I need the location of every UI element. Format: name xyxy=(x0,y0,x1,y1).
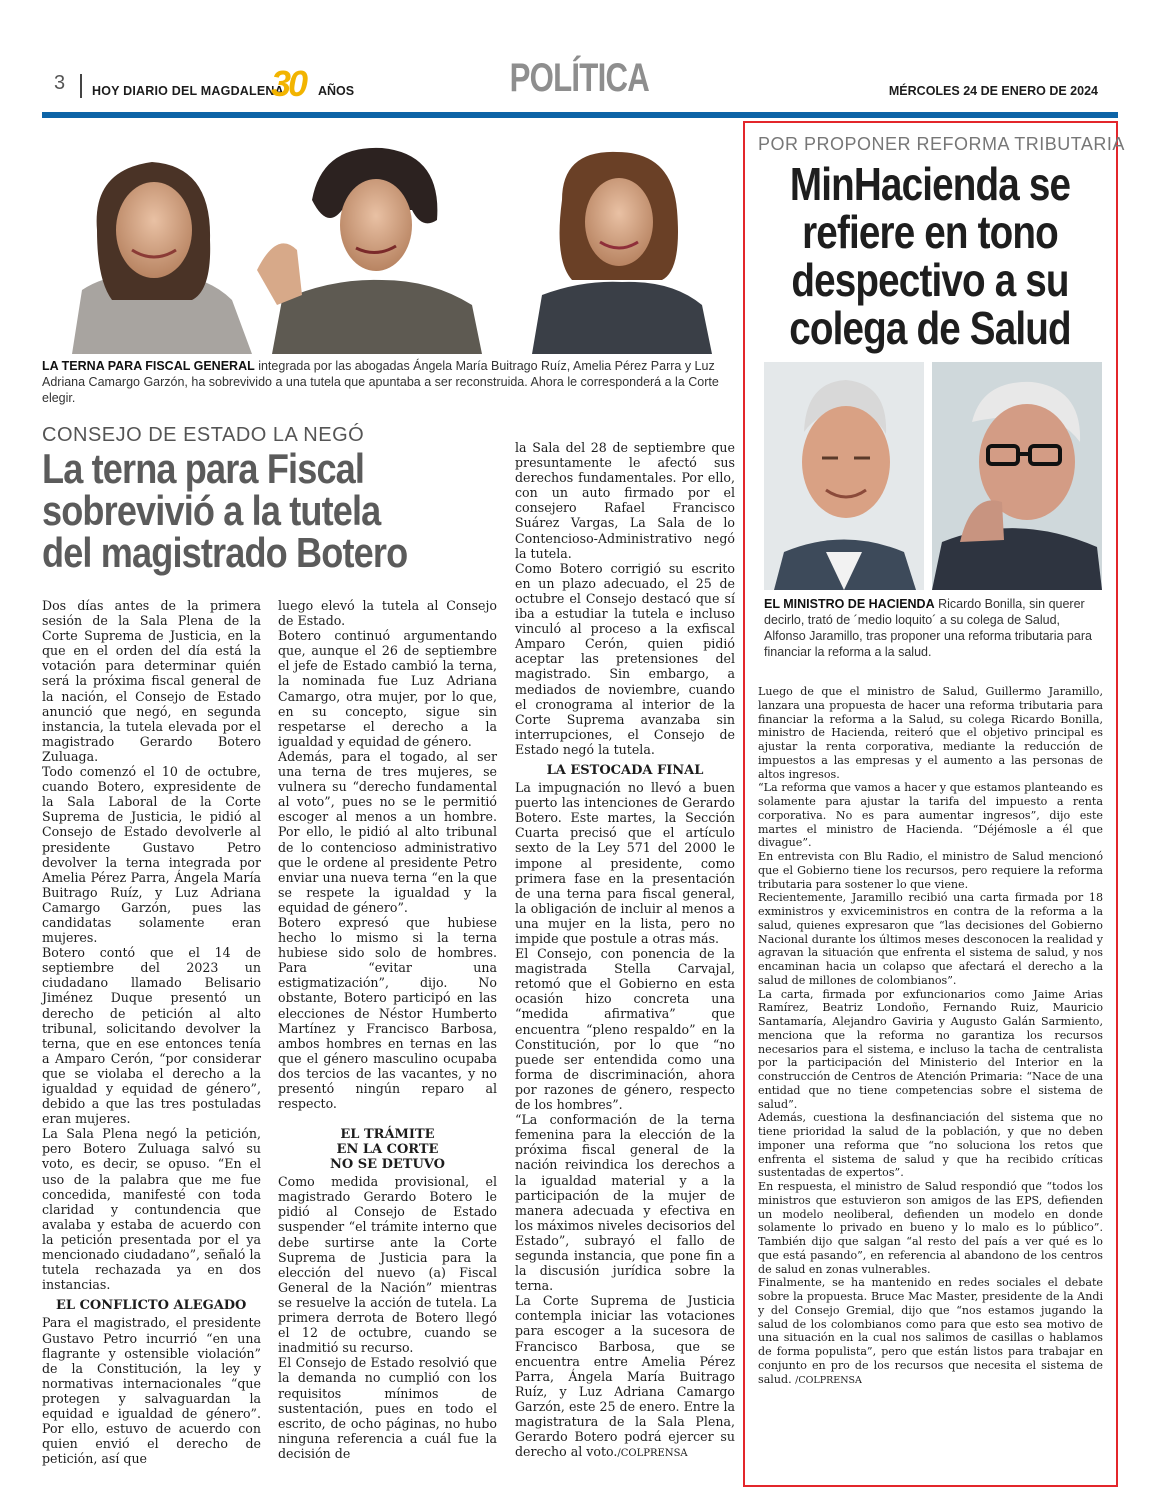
right-article-body xyxy=(758,685,1103,1387)
left-column-3 xyxy=(515,440,735,1461)
section-title: POLÍTICA xyxy=(509,56,649,100)
ministers-photo-caption xyxy=(764,596,1104,660)
paragraph: Botero continuó argumentando que, aunque el 26 de septiembre el jefe de Estado cambió la terna, la nominada fue Luz Adriana Camargo, otra mujer, por lo que, en su concepto, sigue sin respetarse el derecho a la igualdad y equidad de género. xyxy=(278,628,497,749)
paragraph: El Consejo de Estado resolvió que la demanda no cumplió con los requisitos mínimos de sustentación, pues en todo el escrito, de ocho páginas, no hubo ninguna referencia a cuál fue la decisión de xyxy=(278,1355,497,1461)
paragraph: Para el magistrado, el presidente Gustavo Petro incurrió “en una flagrante y ostensible violación” de la Constitución, la ley y normativas internacionales “que protegen y salvaguardan la equidad e igualdad de género”. Por ello, estuvo de acuerdo con quien envió el derecho de petición, así que xyxy=(42,1315,261,1467)
credit: /COLPRENSA xyxy=(617,1448,688,1460)
paragraph: luego elevó la tutela al Consejo de Estado. xyxy=(278,598,497,629)
right-headline xyxy=(779,160,1081,352)
left-headline-line3: del magistrado Botero xyxy=(42,529,408,576)
right-headline-line3: despectivo a su xyxy=(791,254,1069,306)
paragraph: La carta, firmada por exfuncionarios como Jaime Arias Ramírez, Beatriz Londoño, Fernando Ruiz, Mauricio Santamaría, Alejandro Gaviria y Augusto Galán Sarmiento, menciona que la reforma no garantiza los recursos necesarios para el sistema, e incluso la tacha de centralista por la participación del Ministerio del Interior en la construcción de Centros de Atención Primaria: “Nace de una entidad que no tiene competencias sobre el sistema de salud”. xyxy=(758,987,1103,1111)
header-divider xyxy=(80,74,82,98)
minister-hacienda-photo xyxy=(764,362,924,590)
subheading-line: EN LA CORTE xyxy=(336,1142,439,1158)
paragraph-text: Finalmente, se ha mantenido en redes sociales el debate sobre la propuesta. Bruce Mac Master, presidente de la Andi y del Consejo Gremial, dijo que “nos estamos jugando la salud de los colombianos como para que esto sea motivo de una situación en la cual nos salimos de casillas o hablamos de forma populista”, pero que están listos para trabajar en conjunto en pro de los recursos que necesita el sistema de salud. xyxy=(758,1276,1103,1386)
newspaper-name: HOY DIARIO DEL MAGDALENA xyxy=(92,84,284,98)
minister-salud-illustration xyxy=(932,362,1102,590)
credit: /COLPRENSA xyxy=(795,1374,862,1386)
subheading-estocada: LA ESTOCADA FINAL xyxy=(546,762,704,778)
paragraph: “La conformación de la terna femenina para la elección de la próxima fiscal general de la nación reivindica los derechos a la igualdad material y a la participación de la mujer de manera adecuada y efectiva en los máximos niveles decisorios del Estado”, subrayó el fallo de segunda instancia, que pone fin a la discusión jurídica sobre la terna. xyxy=(515,1112,735,1294)
caption-text: integrada por las abogadas Ángela María Buitrago Ruíz, Amelia Pérez Parra y Luz Adriana Camargo Garzón, ha sobrevivido a una tutela que apuntaba a ser reconstruida. Ahora le corresponderá a la Corte elegir. xyxy=(42,359,719,405)
paragraph xyxy=(515,1293,735,1461)
right-kicker: POR PROPONER REFORMA TRIBUTARIA xyxy=(758,134,1125,154)
paragraph: Además, para el togado, al ser una terna de tres mujeres, se vulnera su “derecho fundamental al voto”, pues no se le permitió escoger al menos a un hombre. Por ello, le pidió al alto tribunal de lo contencioso administrativo que le ordene al presidente Petro enviar una nueva terna “en la que se respete la igualdad y la equidad de género”. xyxy=(278,748,497,915)
paragraph: Botero contó que el 14 de septiembre del 2023 un ciudadano llamado Belisario Jiménez Duque presentó un derecho de petición al alto tribunal, solicitando devolver la terna, que en ese entonces tenía a Amparo Cerón, “por considerar que se violaba el derecho a la igualdad y equidad de género”, debido a que las tres postuladas eran mujeres. xyxy=(42,945,261,1127)
left-kicker: CONSEJO DE ESTADO LA NEGÓ xyxy=(42,424,365,446)
left-headline-line2: sobrevivió a la tutela xyxy=(42,487,381,534)
right-headline-line1: MinHacienda se xyxy=(789,158,1071,210)
paragraph: Recientemente, Jaramillo recibió una carta firmada por 18 exministros y exviceministros en contra de la reforma a la salud, quienes expresaron que “las decisiones del Gobierno Nacional durante los últimos meses desconocen la realidad y agravan la situación que enfrenta el sistema de salud, y nos encaminan hacia un colapso que afectará el derecho a la salud de millones de colombianos”. xyxy=(758,891,1103,987)
paragraph-text: La Corte Suprema de Justicia contempla iniciar las votaciones para escoger a la sucesora de Francisco Barbosa, que se encuentra entre Amelia Pérez Parra, Ángela María Buitrago Ruíz, y Luz Adriana Camargo Garzón, este 25 de enero. Entre la magistratura de la Sala Plena, Gerardo Botero podrá ejercer su derecho al voto. xyxy=(515,1293,735,1460)
terna-photo xyxy=(42,130,734,354)
paragraph: La impugnación no llevó a buen puerto las intenciones de Gerardo Botero. Este martes, la Sección Cuarta precisó que el artículo sexto de la Ley 571 del 2000 le impone al presidente, como primera fase en la presentación de una terna para fiscal general, la obligación de incluir al menos a una mujer en la lista, pero no impide que postule a otras más. xyxy=(515,780,735,946)
caption-lead: EL MINISTRO DE HACIENDA xyxy=(764,597,935,611)
paragraph xyxy=(758,1276,1103,1387)
paragraph: Todo comenzó el 10 de octubre, cuando Botero, expresidente de la Sala Laboral de la Corte Suprema de Justicia, le pidió al Consejo de Estado devolverle al presidente Gustavo Petro devolver la terna integrada por Amelia Pérez Parra, Ángela María Buitrago Ruíz, y Luz Adriana Camargo Garzón, pues las candidatas solamente eran mujeres. xyxy=(42,764,261,946)
caption-text: Ricardo Bonilla, sin querer decirlo, trató de ´medio loquito´ a su colega de Salud, Alfonso Jaramillo, tras proponer una reforma tributaria para financiar la reforma a la salud. xyxy=(764,597,1092,659)
terna-photo-caption xyxy=(42,358,734,406)
paragraph: En entrevista con Blu Radio, el ministro de Salud mencionó que el Gobierno tiene los recursos, pero requiere la reforma tributaria para sostener lo que viene. xyxy=(758,850,1103,891)
header-rule xyxy=(42,112,1118,118)
paragraph: Botero expresó que hubiese hecho lo mismo si la terna hubiese sido solo de hombres. Para “evitar una estigmatización”, dijo. No obstante, Botero participó en las elecciones de Néstor Humberto Martínez y Francisco Barbosa, ambos hombres en ternas en las que el género masculino ocupaba dos tercios de las vacantes, y no presentó ningún reparo al respecto. xyxy=(278,914,497,1112)
issue-date: MÉRCOLES 24 DE ENERO DE 2024 xyxy=(888,84,1098,98)
paragraph: Como medida provisional, el magistrado Gerardo Botero le pidió al Consejo de Estado suspender “el trámite interno que debe surtirse ante la Corte Suprema de Justicia para la elección del nuevo (a) Fiscal General de la Nación” mientras se resuelve la acción de tutela. La primera derrota de Botero llegó el 12 de octubre, cuando se inadmitió su recurso. xyxy=(278,1174,497,1356)
anniversary-logo: 30 xyxy=(271,63,306,104)
paragraph: La Sala Plena negó la petición, pero Botero Zuluaga salvó su voto, es decir, se opuso. “En el uso de la palabra que me fue concedida, manifesté con toda claridad y contundencia que avalaba y estaba de acuerdo con la petición presentada por el ya mencionado ciudadano”, señaló la tutela rechazada ya en dos instancias. xyxy=(42,1126,261,1293)
paragraph: El Consejo, con ponencia de la magistrada Stella Carvajal, retomó que el Gobierno en esta ocasión hizo concreta una “medida afirmativa” que encuentra “pleno respaldo” en la Constitución, por lo que “no puede ser entendida como una forma de discriminación, ahora por razones de género, respecto de los hombres”. xyxy=(515,946,735,1113)
paragraph: Como Botero corrigió su escrito en un plazo adecuado, el 25 de octubre el Consejo destacó que sí iba a estudiar la tutela e incluso vinculó al proceso a la exfiscal Amparo Cerón, quien pidió aceptar las pretensiones del magistrado. Sin embargo, a mediados de noviembre, cuando el cronograma al interior de la Corte Suprema avanzaba sin interrupciones, el Consejo de Estado negó la tutela. xyxy=(515,560,735,757)
left-column-2 xyxy=(278,598,497,1461)
minister-salud-photo xyxy=(932,362,1102,590)
paragraph: Además, cuestiona la desfinanciación del sistema que no tiene prioridad la salud de la población, y que no deben imponer una reforma que “no soluciona los retos que enfrenta el sistema de salud y que ha recibido críticas sustentadas de expertos”. xyxy=(758,1111,1103,1180)
anniversary-label: AÑOS xyxy=(318,84,355,98)
paragraph: Dos días antes de la primera sesión de la Sala Plena de la Corte Suprema de Justicia, en la que en el orden del día está la votación para determinar quién será la próxima fiscal general de la nación, el Consejo de Estado anunció que negó, en segunda instancia, la tutela elevada por el magistrado Gerardo Botero Zuluaga. xyxy=(42,598,261,764)
right-headline-line4: colega de Salud xyxy=(789,302,1071,354)
page-number: 3 xyxy=(54,72,66,94)
left-headline xyxy=(42,445,446,576)
subheading-line: EL TRÁMITE xyxy=(340,1127,435,1143)
subheading-tramite xyxy=(278,1127,497,1172)
right-headline-line2: refiere en tono xyxy=(802,206,1058,258)
left-headline-line1: La terna para Fiscal xyxy=(42,445,365,492)
paragraph: la Sala del 28 de septiembre que presuntamente le afectó sus derechos fundamentales. Por ello, con un auto firmado por el consejero Rafael Francisco Suárez Vargas, La Sala de lo Contencioso-Administrativo negó la tutela. xyxy=(515,440,735,561)
minister-hacienda-illustration xyxy=(764,362,924,590)
subheading-line: NO SE DETUVO xyxy=(330,1157,445,1173)
paragraph: En respuesta, el ministro de Salud respondió que “todos los ministros que estuvieron son amigos de las EPS, defienden un modelo neoliberal, defienden un modelo en donde solamente lo privado en bueno y lo malo es lo público”. También dijo que salgan “al resto del país a ver qué es lo que está pasando”, en referencia al abandono de los centros de salud en zonas vulnerables. xyxy=(758,1180,1103,1276)
paragraph: Luego de que el ministro de Salud, Guillermo Jaramillo, lanzara una propuesta de hacer una reforma tributaria para financiar la reforma a la Salud, su colega Ricardo Bonilla, ministro de Hacienda, reiteró que el objetivo principal es ajustar la renta corporativa, mediante la reducción de impuestos a las empresas y el aumento a las personas de altos ingresos. xyxy=(758,685,1103,781)
terna-photo-illustration xyxy=(42,130,734,354)
subheading-conflicto: EL CONFLICTO ALEGADO xyxy=(56,1298,247,1314)
caption-lead: LA TERNA PARA FISCAL GENERAL xyxy=(42,359,255,373)
paragraph: “La reforma que vamos a hacer y que estamos planteando es solamente para ajustar la tarifa del impuesto a renta corporativa. No es para aumentar ingresos”, dijo este martes el ministro de Hacienda. “Déjémosle a él que divague”. xyxy=(758,781,1103,850)
left-column-1 xyxy=(42,598,261,1466)
